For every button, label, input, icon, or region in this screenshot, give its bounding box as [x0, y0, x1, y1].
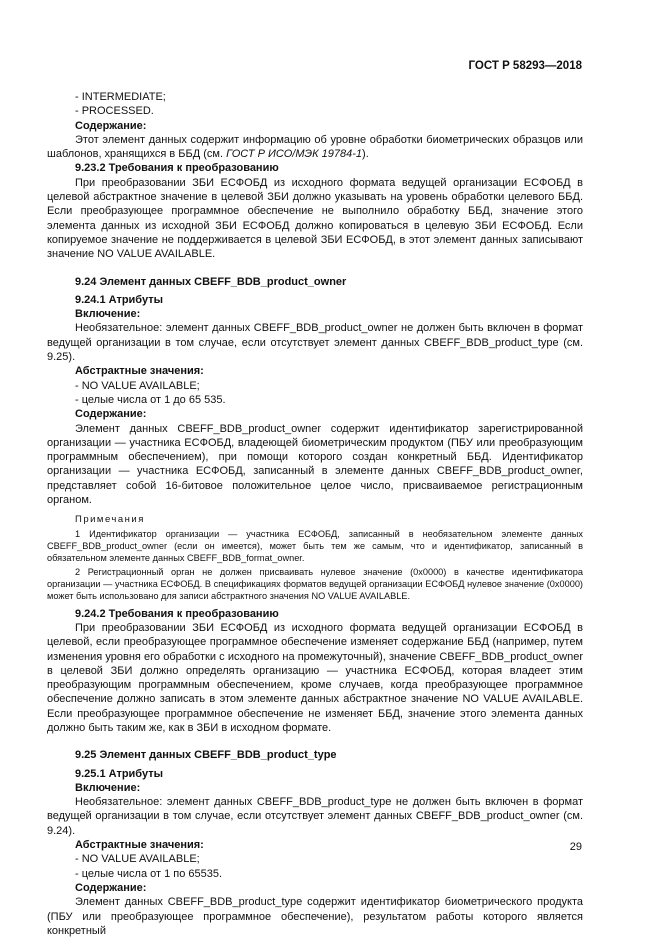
note: 1 Идентификатор организации — участника ЕСФОБД, записанный в необязательном элементе данных CBEFF_BDB_product_owner (если он имеется), может быть тем же самым, что и идентификатор, записанный в обязательном элементе данных CBEFF_BDB_format_owner. [47, 528, 583, 563]
list-item: - целые числа от 1 до 65 535. [75, 393, 226, 406]
paragraph: Необязательное: элемент данных CBEFF_BDB_product_type не должен быть включен в формат ведущей организации в том случае, если отсутствует элемент данных CBEFF_BDB_product_owner (см. 9.24). [47, 796, 583, 837]
paragraph: Элемент данных CBEFF_BDB_product_type содержит идентификатор биометрического продукта (ПБУ или преобразующее программное обеспечение), результатом работы которого является конкретный [47, 896, 583, 937]
content-label: Содержание: [75, 408, 147, 421]
heading-9-23-2: 9.23.2 Требования к преобразованию [75, 162, 279, 175]
list-item: - PROCESSED. [75, 105, 154, 118]
content-label: Содержание: [75, 119, 147, 132]
content-label: Содержание: [75, 881, 147, 894]
list-item: - NO VALUE AVAILABLE; [75, 379, 200, 392]
note: 2 Регистрационный орган не должен присваивать нулевое значение (0x0000) в качестве идентификатора организации — участника ЕСФОБД. В спецификациях форматов ведущей организации ЕСФОБД нулевое значение (0x0000) может быть использовано для записи абстрактного значения NO VALUE AVAILABLE. [47, 566, 583, 601]
heading-9-24: 9.24 Элемент данных CBEFF_BDB_product_owner [75, 275, 347, 288]
heading-9-24-2: 9.24.2 Требования к преобразованию [75, 607, 279, 620]
paragraph: Этот элемент данных содержит информацию об уровне обработки биометрических образцов или шаблонов, хранящихся в ББД (см. ГОСТ Р ИСО/МЭК 19784-1). [47, 133, 583, 161]
notes-heading: Примечания [75, 514, 145, 526]
paragraph: При преобразовании ЗБИ ЕСФОБД из исходного формата ведущей организации ЕСФОБД в целевой, если преобразующее программное обеспечение изменяет содержание ББД (например, путем изменения уровня его обработки с исходного на промежуточный), значение CBEFF_BDB_product_owner в целевой ЗБИ должно определять организацию — участника ЕСФОБД, которая владеет этим преобразующим программным обеспечением, кроме случаев, когда преобразующее программное обеспечение должно записать в этом элементе данных абстрактное значение NO VALUE AVAILABLE. Если преобразующее программное обеспечение не изменяет ББД, значение этого элемента данных должно быть таким же, как в ЗБИ в исходном формате. [47, 621, 583, 734]
paragraph: При преобразовании ЗБИ ЕСФОБД из исходного формата ведущей организации ЕСФОБД в целевой абстрактное значение в целевой ЗБИ должно указывать на уровень обработки целевого ББД. Если преобразующее программное обеспечение не выполнило обработку ББД, значение этого элемента данных из исходной ЗБИ ЕСФОБД должно копироваться в целевую ЗБИ ЕСФОБД. Если копируемое значение не поддерживается в целевой ЗБИ ЕСФОБД, в этот элемент данных записывают значение NO VALUE AVAILABLE. [47, 176, 583, 261]
paragraph: Элемент данных CBEFF_BDB_product_owner содержит идентификатор зарегистрированной организации — участника ЕСФОБД, владеющей биометрическим продуктом (ПБУ или преобразующим программным обеспечением), при помощи которого создан конкретный ББД. Идентификатор организации — участника ЕСФОБД, записанный в элементе данных CBEFF_BDB_product_owner, представляет собой 16-битовое положительное целое число, присваиваемое регистрационным органом. [47, 422, 583, 507]
abstract-values-label: Абстрактные значения: [75, 839, 204, 852]
page-number: 29 [569, 841, 582, 853]
inclusion-label: Включение: [75, 308, 141, 321]
heading-9-24-1: 9.24.1 Атрибуты [75, 293, 163, 306]
standard-id: ГОСТ Р 58293—2018 [468, 60, 582, 72]
heading-9-25-1: 9.25.1 Атрибуты [75, 767, 163, 780]
list-item: - целые числа от 1 по 65535. [75, 867, 223, 880]
inclusion-label: Включение: [75, 781, 141, 794]
list-item: - INTERMEDIATE; [75, 91, 166, 103]
abstract-values-label: Абстрактные значения: [75, 365, 204, 378]
page-body [47, 90, 583, 938]
list-item: - NO VALUE AVAILABLE; [75, 853, 200, 866]
paragraph: Необязательное: элемент данных CBEFF_BDB_product_owner не должен быть включен в формат ведущей организации в том случае, если отсутствует элемент данных CBEFF_BDB_product_type (см. 9.25). [47, 322, 583, 364]
heading-9-25: 9.25 Элемент данных CBEFF_BDB_product_type [75, 749, 337, 762]
standard-reference: ГОСТ Р ИСО/МЭК 19784-1 [226, 148, 363, 161]
